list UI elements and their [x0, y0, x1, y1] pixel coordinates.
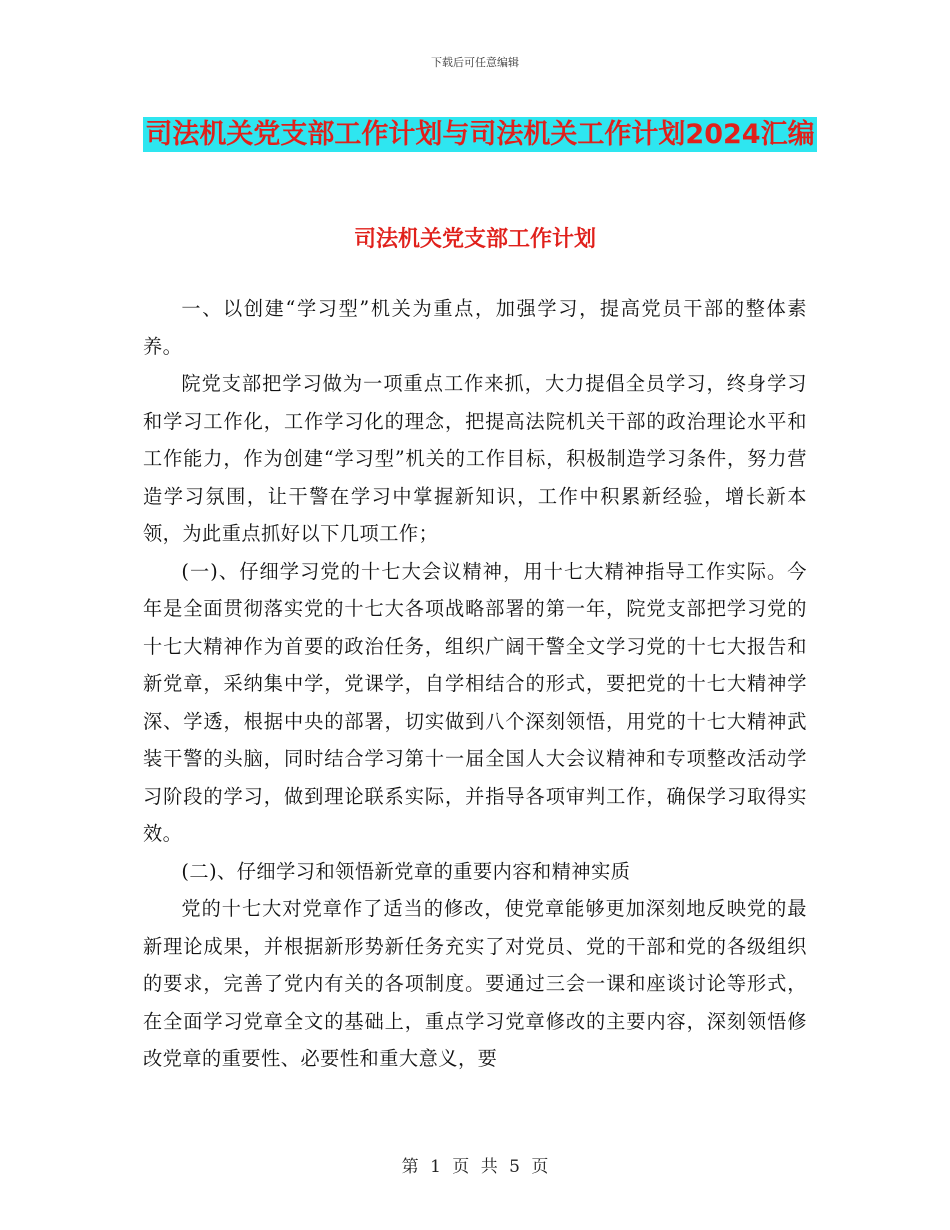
header-note: 下载后可任意编辑 [431, 56, 519, 69]
document-body [143, 290, 807, 1078]
document-title-text: 司法机关党支部工作计划与司法机关工作计划2024汇编 [145, 119, 815, 150]
page-number-footer: 第 1 页 共 5 页 [401, 1157, 549, 1177]
section-title: 司法机关党支部工作计划 [353, 227, 596, 252]
paragraph: 院党支部把学习做为一项重点工作来抓，大力提倡全员学习，终身学习和学习工作化，工作学习化的理念，把提高法院机关干部的政治理论水平和工作能力，作为创建“学习型”机关的工作目标，积极制造学习条件，努力营造学习氛围，让干警在学习中掌握新知识，工作中积累新经验，增长新本领，为此重点抓好以下几项工作； [143, 372, 807, 545]
paragraph: (一)、仔细学习党的十七大会议精神，用十七大精神指导工作实际。今年是全面贯彻落实党的十七大各项战略部署的第一年，院党支部把学习党的十七大精神作为首要的政治任务，组织广阔干警全文学习党的十七大报告和新党章，采纳集中学，党课学，自学相结合的形式，要把党的十七大精神学深、学透，根据中央的部署，切实做到八个深刻领悟，用党的十七大精神武装干警的头脑，同时结合学习第十一届全国人大会议精神和专项整改活动学习阶段的学习，做到理论联系实际，并指导各项审判工作，确保学习取得实效。 [143, 559, 807, 845]
paragraph: (二)、仔细学习和领悟新党章的重要内容和精神实质 [181, 859, 631, 883]
document-title [140, 112, 820, 158]
paragraph: 党的十七大对党章作了适当的修改，使党章能够更加深刻地反映党的最新理论成果，并根据新形势新任务充实了对党员、党的干部和党的各级组织的要求，完善了党内有关的各项制度。要通过三会一课和座谈讨论等形式，在全面学习党章全文的基础上，重点学习党章修改的主要内容，深刻领悟修改党章的重要性、必要性和重大意义，要 [143, 897, 807, 1070]
paragraph: 一、以创建“学习型”机关为重点，加强学习，提高党员干部的整体素养。 [143, 297, 807, 358]
